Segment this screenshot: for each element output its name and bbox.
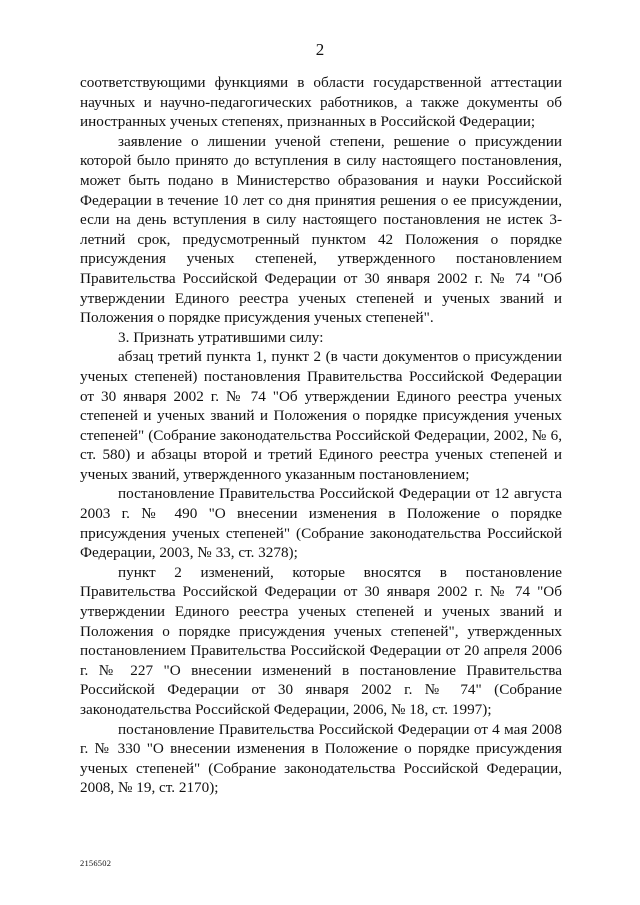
page-number: 2 <box>315 40 325 59</box>
paragraph-repeal-2: постановление Правительства Российской Федерации от 12 августа 2003 г. № 490 "О внесении изменения в Положение о порядке присуждения ученых степеней" (Собрание законодательства Российской Федерации, 2003, № 33, ст. 3278); <box>80 485 562 562</box>
paragraph-repeal-3: пункт 2 изменений, которые вносятся в постановление Правительства Российской Федерации от 30 января 2002 г. № 74 "Об утверждении Единого реестра ученых степеней и ученых званий и Положения о порядке присуждения ученых степеней", утвержденных постановлением Правительства Российской Федерации от 20 апреля 2006 г. № 227 "О внесении изменений в постановление Правительства Российской Федерации от 30 января 2002 г. № 74" (Собрание законодательства Российской Федерации, 2006, № 18, ст. 1997); <box>80 563 562 718</box>
document-body <box>80 73 562 798</box>
paragraph-repeal-4: постановление Правительства Российской Федерации от 4 мая 2008 г. № 330 "О внесении изменения в Положение о порядке присуждения ученых степеней" (Собрание законодательства Российской Федерации, 2008, № 19, ст. 2170); <box>80 720 562 797</box>
document-code: 2156502 <box>80 858 112 868</box>
paragraph-continuation: соответствующими функциями в области государственной аттестации научных и научно-педагогических работников, а также документы об иностранных ученых степенях, признанных в Российской Федерации; <box>80 74 562 131</box>
paragraph-application-revocation: заявление о лишении ученой степени, решение о присуждении которой было принято до вступления в силу настоящего постановления, может быть подано в Министерство образования и науки Российской Федерации в течение 10 лет со дня принятия решения о ее присуждении, если на день вступления в силу настоящего постановления не истек 3-летний срок, предусмотренный пунктом 42 Положения о порядке присуждения ученых степеней, утвержденного постановлением Правительства Российской Федерации от 30 января 2002 г. № 74 "Об утверждении Единого реестра ученых степеней и ученых званий и Положения о порядке присуждения ученых степеней". <box>80 132 562 327</box>
paragraph-repeal-1: абзац третий пункта 1, пункт 2 (в части документов о присуждении ученых степеней) постановления Правительства Российской Федерации от 30 января 2002 г. № 74 "Об утверждении Единого реестра ученых степеней и ученых званий и Положения о порядке присуждения ученых степеней" (Собрание законодательства Российской Федерации, 2002, № 6, ст. 580) и абзацы второй и третий Единого реестра ученых степеней и ученых званий, утвержденного указанным постановлением; <box>80 348 562 483</box>
paragraph-item-3-heading: 3. Признать утратившими силу: <box>118 328 324 346</box>
